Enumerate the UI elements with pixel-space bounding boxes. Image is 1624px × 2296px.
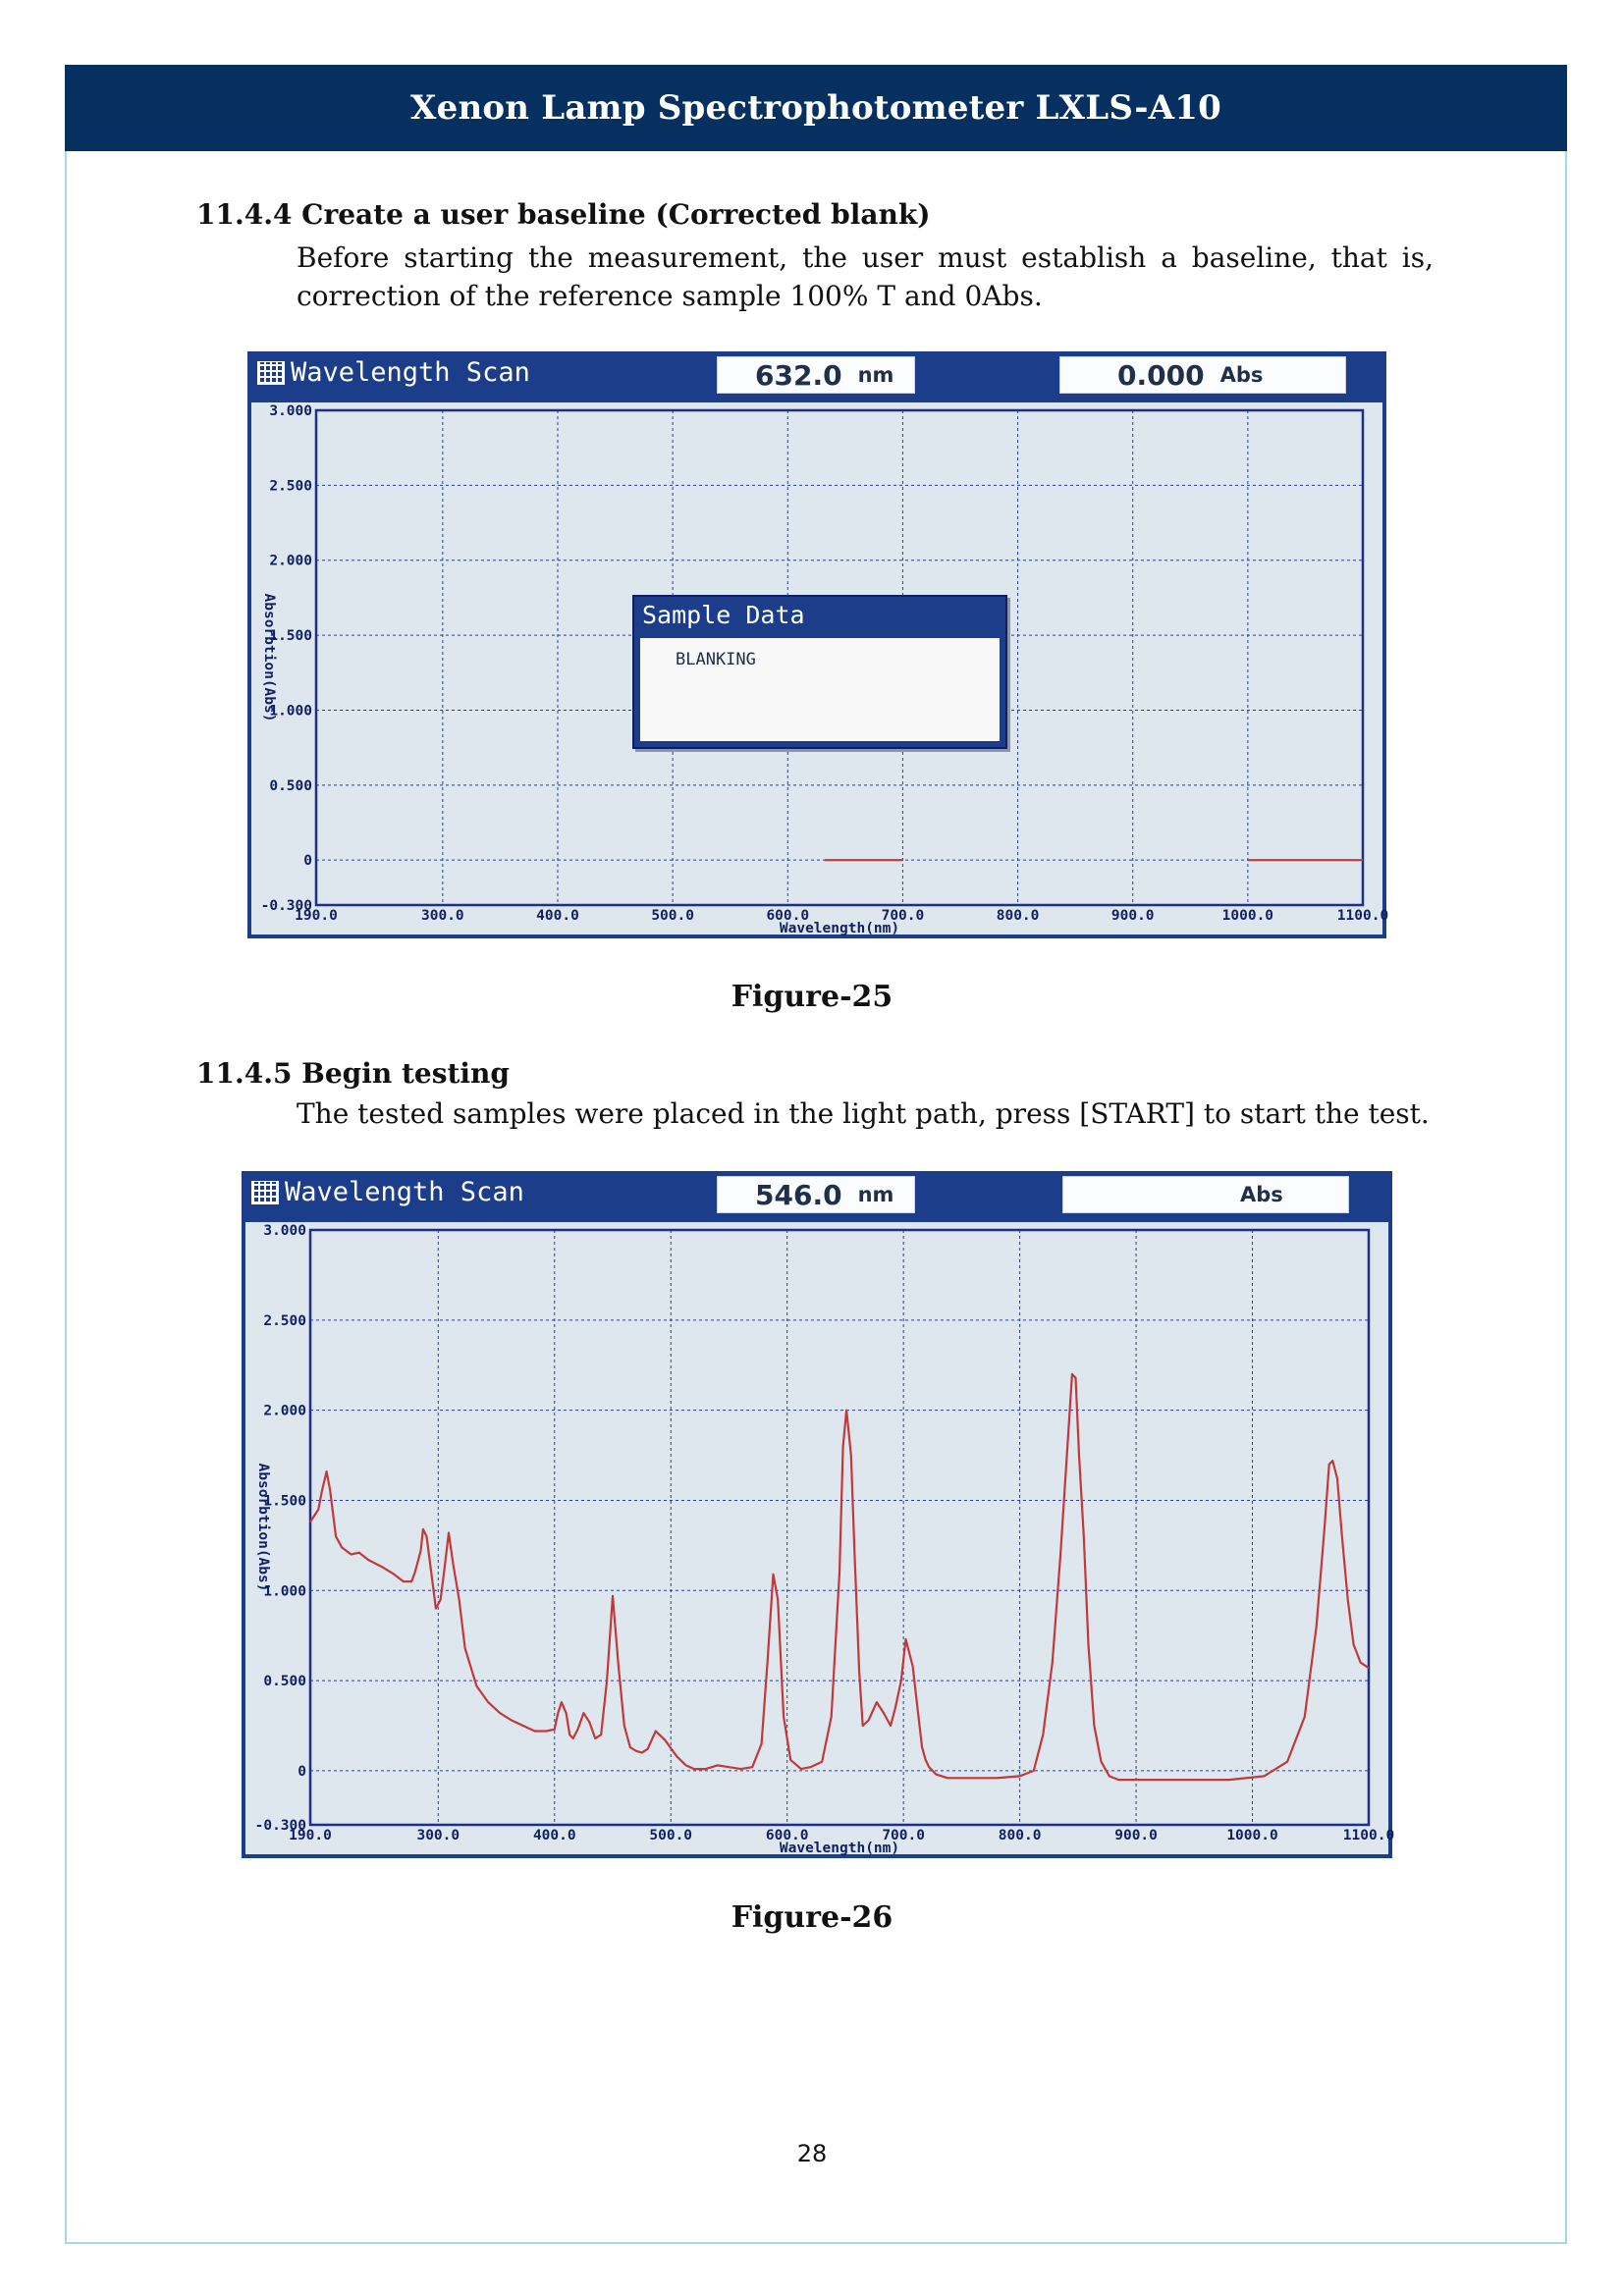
y-tick-label: 2.500 — [263, 1312, 306, 1329]
grid-icon — [257, 361, 285, 385]
y-tick-label: 2.500 — [269, 478, 312, 495]
y-axis-label: Absorbtion(Abs) — [255, 1463, 271, 1592]
screen-topbar — [247, 351, 1386, 400]
y-tick-label: 0 — [298, 1763, 306, 1780]
y-tick-label: 0.500 — [269, 777, 312, 794]
section-paragraph-baseline: Before starting the measurement, the user must establish a baseline, that is, correction of the reference sample 100% T and 0Abs. — [297, 241, 1434, 312]
y-axis-label: Absorbtion(Abs) — [261, 593, 277, 722]
y-tick-label: 2.000 — [269, 553, 312, 569]
section-heading-testing: 11.4.5 Begin testing — [196, 1057, 510, 1090]
x-tick-label: 500.0 — [651, 908, 694, 924]
x-tick-label: 1100.0 — [1342, 1828, 1395, 1843]
screen-title: Wavelength Scan — [257, 357, 530, 388]
x-tick-label: 300.0 — [421, 908, 464, 924]
wavelength-unit: nm — [857, 363, 894, 387]
grid-icon — [251, 1181, 279, 1204]
wavelength-readout — [717, 356, 915, 394]
y-tick-label: 1.500 — [269, 628, 312, 645]
y-tick-label: 3.000 — [263, 1223, 306, 1239]
x-tick-label: 1100.0 — [1336, 908, 1389, 924]
absorbance-chart-test — [245, 1222, 1395, 1856]
y-tick-label: 1.000 — [269, 703, 312, 720]
section-heading-baseline: 11.4.4 Create a user baseline (Corrected blank) — [196, 198, 931, 231]
wavelength-unit: nm — [857, 1183, 894, 1206]
dialog-title: Sample Data — [642, 601, 805, 629]
wavelength-value: 546.0 — [755, 1178, 842, 1211]
x-tick-label: 700.0 — [882, 1828, 925, 1843]
sample-data-dialog — [632, 595, 1007, 749]
y-tick-label: -0.300 — [254, 1818, 306, 1834]
page-number: 28 — [796, 2140, 828, 2167]
y-tick-label: 1.000 — [263, 1583, 306, 1600]
x-tick-label: 600.0 — [766, 908, 810, 924]
x-tick-label: 800.0 — [996, 908, 1040, 924]
x-tick-label: 1000.0 — [1226, 1828, 1278, 1843]
chart-grid — [310, 1230, 1369, 1825]
y-tick-label: 1.500 — [263, 1493, 306, 1510]
x-axis-label: Wavelength(nm) — [779, 1841, 900, 1856]
plot-area — [251, 402, 1389, 936]
figure-caption-25: Figure-25 — [731, 980, 893, 1014]
y-tick-label: -0.300 — [260, 898, 312, 914]
page-title: Xenon Lamp Spectrophotometer LXLS-A10 — [410, 88, 1221, 128]
x-tick-label: 500.0 — [649, 1828, 693, 1843]
x-tick-label: 900.0 — [1114, 1828, 1158, 1843]
y-tick-label: 2.000 — [263, 1403, 306, 1419]
screen-topbar — [242, 1171, 1392, 1220]
absorbance-trace — [310, 1374, 1369, 1780]
x-tick-label: 400.0 — [536, 908, 579, 924]
dialog-body — [640, 638, 1000, 741]
x-tick-label: 700.0 — [881, 908, 925, 924]
wavelength-value: 632.0 — [755, 358, 842, 392]
wavelength-scan-screen-blank — [247, 351, 1389, 938]
x-tick-label: 600.0 — [765, 1828, 809, 1843]
absorbance-unit: Abs — [1240, 1183, 1283, 1206]
y-tick-label: 3.000 — [269, 403, 312, 419]
wavelength-readout — [717, 1176, 915, 1213]
dialog-status-text: BLANKING — [676, 650, 756, 669]
plot-area — [245, 1222, 1395, 1856]
x-tick-label: 1000.0 — [1221, 908, 1274, 924]
absorbance-value: 0.000 — [1117, 358, 1205, 392]
x-tick-label: 800.0 — [998, 1828, 1042, 1843]
x-tick-label: 190.0 — [295, 908, 338, 924]
absorbance-unit: Abs — [1219, 363, 1264, 387]
x-tick-label: 190.0 — [289, 1828, 332, 1843]
y-tick-label: 0 — [303, 853, 312, 870]
wavelength-scan-screen-test — [242, 1171, 1395, 1858]
x-tick-label: 400.0 — [532, 1828, 576, 1843]
section-paragraph-testing: The tested samples were placed in the light path, press [START] to start the test. — [297, 1097, 1430, 1130]
x-tick-label: 900.0 — [1110, 908, 1155, 924]
plot-frame — [310, 1230, 1369, 1825]
x-tick-label: 300.0 — [416, 1828, 460, 1843]
absorbance-readout — [1059, 356, 1346, 394]
screen-title: Wavelength Scan — [251, 1177, 524, 1207]
y-tick-label: 0.500 — [263, 1674, 306, 1690]
x-axis-label: Wavelength(nm) — [779, 921, 900, 936]
figure-caption-26: Figure-26 — [731, 1900, 893, 1935]
absorbance-readout — [1062, 1176, 1349, 1213]
page-header — [65, 65, 1567, 151]
